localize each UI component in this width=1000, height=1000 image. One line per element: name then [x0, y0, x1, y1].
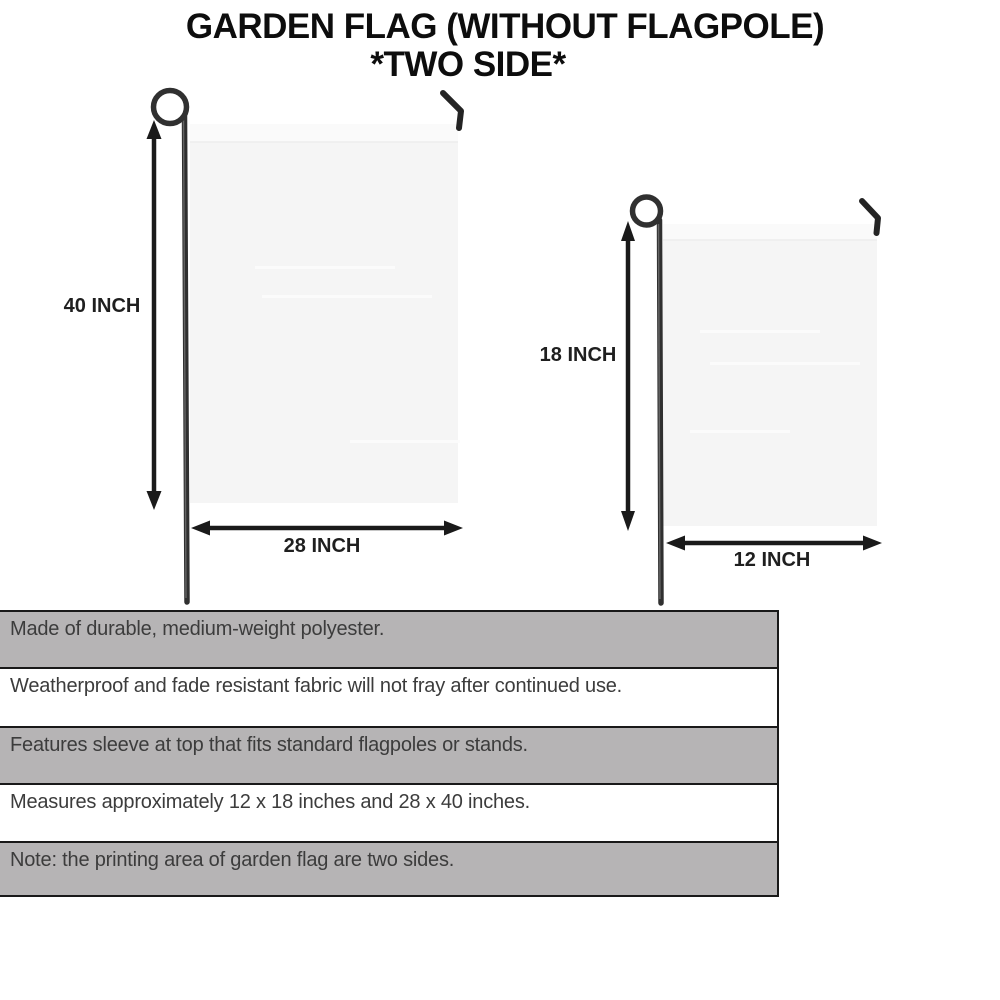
- large-flag-wrinkle: [262, 295, 432, 298]
- small-flag-wrinkle: [710, 362, 860, 365]
- feature-row-sleeve: Features sleeve at top that fits standard flagpoles or stands.: [0, 728, 777, 785]
- feature-row-material: Made of durable, medium-weight polyester.: [0, 612, 777, 669]
- small-flag-height-label: 18 INCH: [539, 344, 617, 366]
- large-flag-width-arrow: [191, 521, 463, 536]
- large-flag-hanger-hook-icon: [443, 93, 461, 128]
- feature-table: [0, 610, 779, 897]
- large-flag-wrinkle: [350, 440, 460, 443]
- small-flag-height-arrow: [621, 221, 635, 531]
- large-flag-fabric: [190, 124, 458, 503]
- small-flag-wrinkle: [700, 330, 820, 333]
- small-flag-width-label: 12 INCH: [733, 549, 811, 571]
- large-flag: [147, 91, 464, 603]
- small-flag: [621, 197, 882, 603]
- large-flag-sleeve: [190, 124, 458, 142]
- large-flag-wrinkle: [255, 266, 395, 269]
- small-flag-fabric: [663, 224, 877, 526]
- page-title: GARDEN FLAG (WITHOUT FLAGPOLE): [185, 7, 825, 46]
- large-flag-pole-loop: [154, 91, 187, 124]
- small-flag-pole-loop: [633, 197, 661, 225]
- small-flag-sleeve: [663, 224, 877, 240]
- small-flag-wrinkle: [690, 430, 790, 433]
- feature-row-measures: Measures approximately 12 x 18 inches and 28 x 40 inches.: [0, 785, 777, 843]
- large-flag-width-label: 28 INCH: [283, 535, 361, 557]
- page-subtitle: *TWO SIDE*: [370, 45, 566, 84]
- feature-row-note: Note: the printing area of garden flag are two sides.: [0, 843, 777, 895]
- large-flag-height-label: 40 INCH: [63, 295, 141, 317]
- feature-row-weatherproof: Weatherproof and fade resistant fabric will not fray after continued use.: [0, 669, 777, 728]
